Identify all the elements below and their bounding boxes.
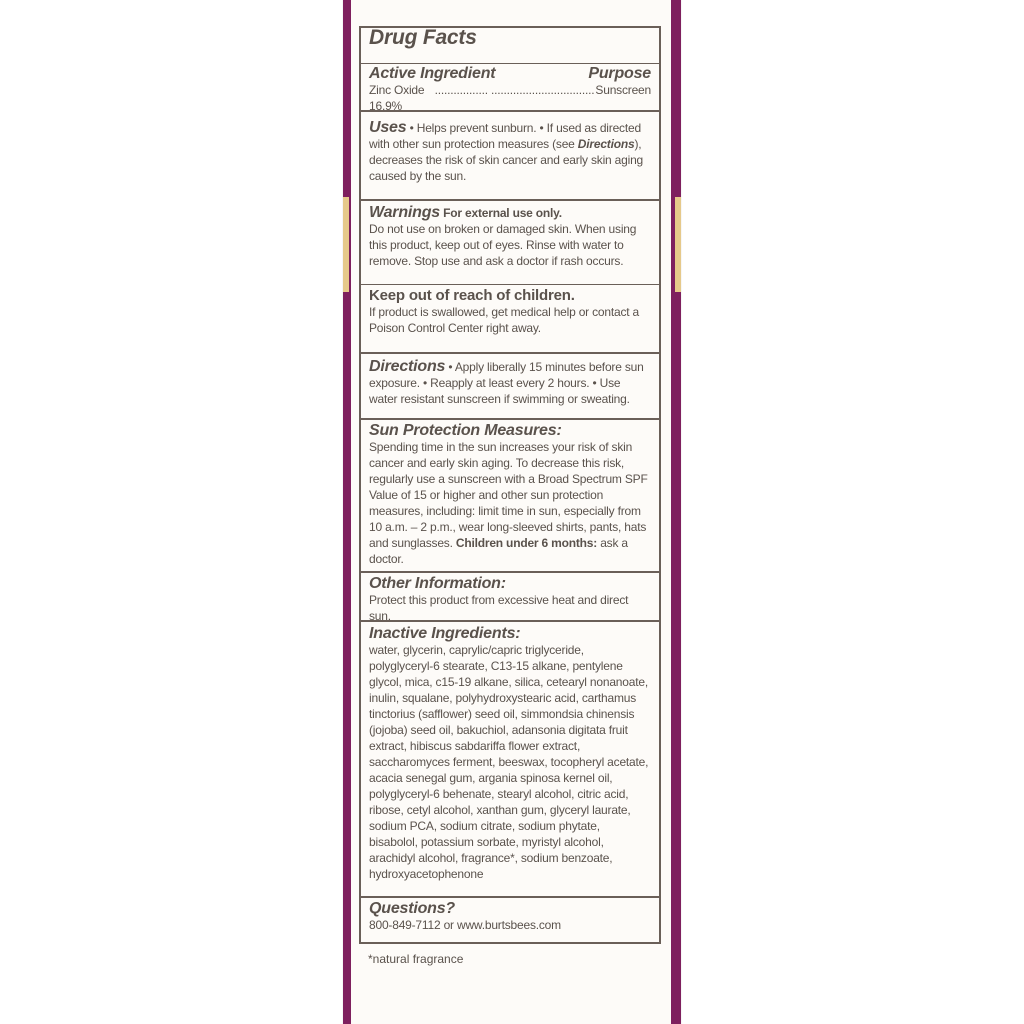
drug-facts-header-section xyxy=(361,26,659,49)
box-edge-left xyxy=(343,0,351,1024)
uses-text-part1: • Helps prevent sunburn. • If used as directed with other sun protection measures (see xyxy=(369,121,641,151)
other-info-header: Other Information: xyxy=(369,575,506,592)
divider xyxy=(361,352,659,354)
inactive-ingredients-header: Inactive Ingredients: xyxy=(369,625,521,642)
warnings-header: Warnings xyxy=(369,204,441,221)
active-header-row xyxy=(369,66,651,82)
children-warning-text: ask a doctor. xyxy=(369,536,628,566)
warnings-text: Do not use on broken or damaged skin. When using this product, keep out of eyes. Rinse with water to remove. Stop use and ask a doctor if rash occurs. xyxy=(369,222,637,268)
sun-protection-section xyxy=(361,423,659,567)
warnings-subheader: For external use only. xyxy=(443,206,562,220)
questions-text: 800-849-7112 or www.burtsbees.com xyxy=(369,918,561,932)
drug-facts-title: Drug Facts xyxy=(369,26,477,49)
directions-header: Directions xyxy=(369,358,446,375)
children-warning-bold: Children under 6 months: xyxy=(455,536,598,550)
keep-out-text: If product is swallowed, get medical help or contact a Poison Control Center right away. xyxy=(369,305,640,335)
uses-header: Uses xyxy=(369,119,407,136)
box-edge-accent-left xyxy=(343,197,349,292)
leader-dots: ................. ................................. xyxy=(434,83,595,97)
warnings-section xyxy=(361,205,659,269)
divider xyxy=(361,110,659,112)
sun-protection-header: Sun Protection Measures: xyxy=(369,422,562,439)
divider xyxy=(361,620,659,622)
other-info-text: Protect this product from excessive heat and direct sun. xyxy=(369,593,629,623)
directions-section xyxy=(361,359,659,407)
purpose-header: Purpose xyxy=(588,65,651,82)
inactive-ingredients-section xyxy=(361,626,659,882)
uses-section xyxy=(361,120,659,184)
divider xyxy=(361,418,659,420)
box-edge-right xyxy=(671,0,681,1024)
active-ingredient-name: Zinc Oxide 16.9% xyxy=(369,83,425,113)
divider xyxy=(361,63,659,64)
questions-header: Questions? xyxy=(369,900,456,917)
drug-facts-panel xyxy=(359,26,661,944)
inactive-ingredients-text: water, glycerin, caprylic/capric triglyceride, polyglyceryl-6 stearate, C13-15 alkane, pentylene glycol, mica, c15-19 alkane, silica, cetearyl nonanoate, inulin, squalane, polyhydroxystearic acid, carthamus tinctorius (safflower) seed oil, simmondsia chinensis (jojoba) seed oil, bakuchiol, adansonia digitata fruit extract, hibiscus sabdariffa flower extract, saccharomyces ferment, beeswax, tocopheryl acetate, acacia senegal gum, argania spinosa kernel oil, polyglyceryl-6 behenate, stearyl alcohol, citric acid, ribose, cetyl alcohol, xanthan gum, glyceryl laurate, sodium PCA, sodium citrate, sodium phytate, bisabolol, potassium sorbate, myristyl alcohol, arachidyl alcohol, fragrance*, sodium benzoate, hydroxyacetophenone xyxy=(369,643,649,881)
box-edge-accent-right xyxy=(675,197,681,292)
active-ingredient-header: Active Ingredient xyxy=(369,65,496,82)
divider xyxy=(361,896,659,898)
divider xyxy=(361,571,659,573)
sun-protection-body xyxy=(369,439,651,567)
footnote: *natural fragrance xyxy=(368,952,464,966)
keep-out-header: Keep out of reach of children. xyxy=(369,287,575,304)
uses-text-part2: ), decreases the risk of skin cancer and early skin aging caused by the sun. xyxy=(369,137,644,183)
questions-section xyxy=(361,901,659,933)
active-ingredient-section xyxy=(361,66,659,114)
directions-text: • Apply liberally 15 minutes before sun exposure. • Reapply at least every 2 hours. • Use water resistant sunscreen if swimming or sweating. xyxy=(369,360,644,406)
sun-protection-text: Spending time in the sun increases your risk of skin cancer and early skin aging. To decrease this risk, regularly use a sunscreen with a Broad Spectrum SPF Value of 15 or higher and other sun protection measures, including: limit time in sun, especially from 10 a.m. – 2 p.m., wear long-sleeved shirts, pants, hats and sunglasses. xyxy=(369,440,648,550)
other-info-section xyxy=(361,576,659,624)
keep-out-section xyxy=(361,288,659,336)
uses-directions-ref: Directions xyxy=(577,137,635,151)
active-ingredient-purpose: Sunscreen xyxy=(595,83,651,97)
divider xyxy=(361,284,659,285)
divider xyxy=(361,199,659,201)
